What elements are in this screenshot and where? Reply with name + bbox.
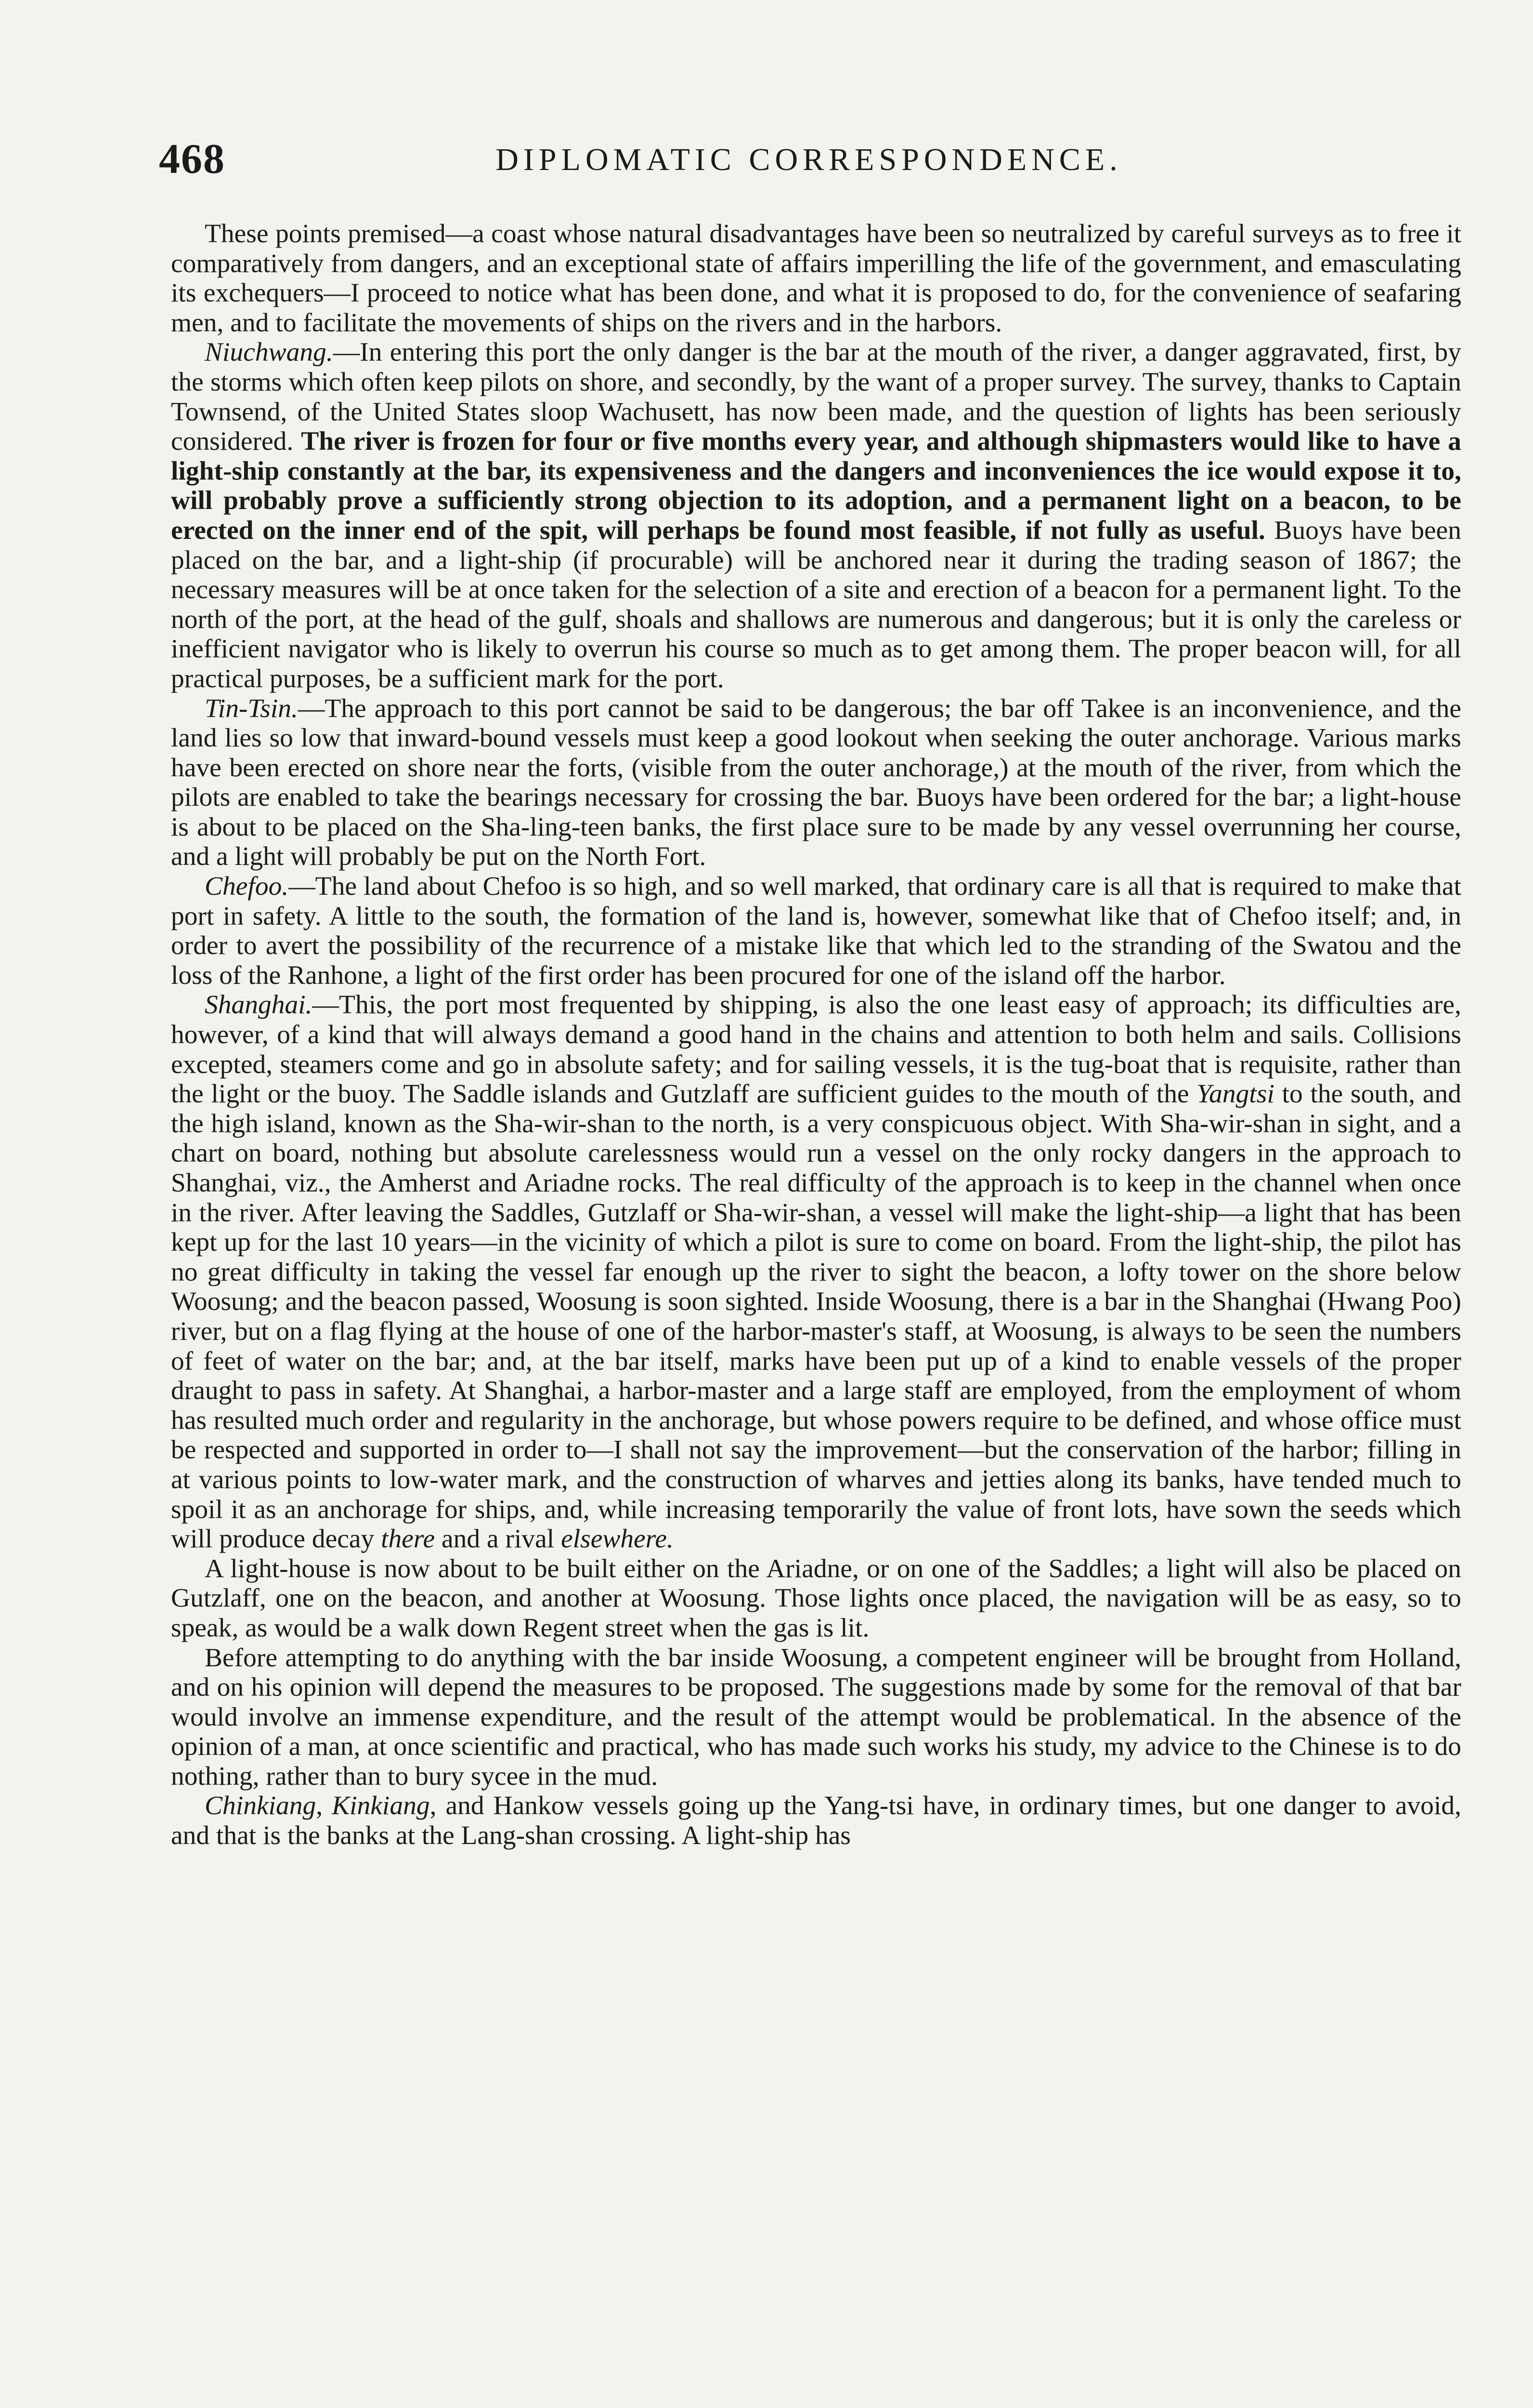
italic-run: Chefoo. (205, 872, 289, 902)
text-run: Before attempting to do anything with the bar inside Woosung, a competent engineer will be brought from Holland, and on his opinion will depend the measures to be proposed. The suggestions made by some for the removal of that bar would involve an immense expenditure, and the result of the attempt would be problematical. In the absence of the opinion of a man, at once scientific and practical, who has made such works his study, my advice to the Chinese is to do nothing, rather than to bury sycee in the mud. (171, 1643, 1461, 1791)
italic-run: Chinkiang (205, 1791, 316, 1821)
paragraph (171, 694, 1461, 872)
italic-run: Niuchwang. (205, 338, 333, 367)
body-text (171, 219, 1461, 1851)
text-run: —The approach to this port cannot be said to be dangerous; the bar off Takee is an inconvenience, and the land lies so low that inward-bound vessels must keep a good lookout when seeking the outer anchorage. Various marks have been erected on shore near the forts, (visible from the outer anchorage,) at the mouth of the river, from which the pilots are enabled to take the bearings necessary for crossing the bar. Buoys have been ordered for the bar; a light-house is about to be placed on the Sha-ling-teen banks, the first place sure to be made by any vessel overrunning her course, and a light will probably be put on the North Fort. (171, 694, 1461, 872)
italic-run: Shanghai. (205, 990, 312, 1020)
paragraph (171, 990, 1461, 1554)
text-run: and a rival (435, 1524, 561, 1554)
paragraph (171, 338, 1461, 694)
text-run: A light-house is now about to be built either on the Ariadne, or on one of the Saddles; a light will also be placed on Gutzlaff, one on the beacon, and another at Woosung. Those lights once placed, the navigation will be as easy, so to speak, as would be a walk down Regent street when the gas is lit. (171, 1554, 1461, 1643)
paragraph (171, 219, 1461, 338)
text-run: —In entering this port the only danger is the bar at the mouth of the river, a danger aggravated, first, by the storms which often keep pilots on shore, and secondly, by the want of a proper survey. The survey, thanks to Captain Townsend, of the United States sloop Wachusett, has now been made, and the question of lights has been seriously considered. (171, 338, 1461, 457)
italic-run: elsewhere. (561, 1524, 674, 1554)
page-number: 468 (159, 136, 225, 183)
text-run: Buoys have been placed on the bar, and a light-ship (if procurable) will be anchored near it during the trading season of 1867; the necessary measures will be at once taken for the selection of a site and erection of a beacon for a permanent light. To the north of the port, at the head of the gulf, shoals and shallows are numerous and dangerous; but it is only the careless or inefficient navigator who is likely to overrun his course so much as to get among them. The proper beacon will, for all practical purposes, be a sufficient mark for the port. (171, 515, 1461, 694)
bold-run: The river is frozen for four or five months every year, and although shipmasters would like to have a light-ship constantly at the bar, its expensiveness and the dangers and inconveniences the ice would expose it to, will probably prove a sufficiently strong objection to its adoption, and a permanent light on a beacon, to be erected on the inner end of the spit, will perhaps be found most feasible, if not fully as useful. (171, 427, 1461, 545)
page-header (159, 135, 1459, 193)
text-run: , (316, 1791, 332, 1821)
paragraph (171, 872, 1461, 990)
italic-run: Kinkiang (332, 1791, 430, 1821)
text-run: —This, the port most frequented by shipping, is also the one least easy of approach; its difficulties are, however, of a kind that will always demand a good hand in the chains and attention to both helm and sails. Collisions excepted, steamers come and go in absolute safety; and for sailing vessels, it is the tug-boat that is requisite, rather than the light or the buoy. The Saddle islands and Gutzlaff are sufficient guides to the mouth of the (171, 990, 1461, 1109)
text-run: , and Hankow vessels going up the Yang-tsi have, in ordinary times, but one danger to avoid, and that is the banks at the Lang-shan crossing. A light-ship has (171, 1791, 1462, 1851)
text-run: —The land about Chefoo is so high, and so well marked, that ordinary care is all that is required to make that port in safety. A little to the south, the formation of the land is, however, somewhat like that of Chefoo itself; and, in order to avert the possibility of the recurrence of a mistake like that which led to the stranding of the Swatou and the loss of the Ranhone, a light of the first order has been procured for one of the island off the harbor. (171, 872, 1461, 990)
paragraph (171, 1791, 1461, 1850)
text-run: to the south, and the high island, known as the Sha-wir-shan to the north, is a very conspicuous object. With Sha-wir-shan in sight, and a chart on board, nothing but absolute carelessness would run a vessel on the only rocky dangers in the approach to Shanghai, viz., the Amherst and Ariadne rocks. The real difficulty of the approach is to keep in the channel when once in the river. After leaving the Saddles, Gutzlaff or Sha-wir-shan, a vessel will make the light-ship—a light that has been kept up for the last 10 years—in the vicinity of which a pilot is sure to come on board. From the light-ship, the pilot has no great difficulty in taking the vessel far enough up the river to sight the beacon, a lofty tower on the shore below Woosung; and the beacon passed, Woosung is soon sighted. Inside Woosung, there is a bar in the Shanghai (Hwang Poo) river, but on a flag flying at the house of one of the harbor-master's staff, at Woosung, is always to be seen the numbers of feet of water on the bar; and, at the bar itself, marks have been put up of a kind to enable vessels of the proper draught to pass in safety. At Shanghai, a harbor-master and a large staff are employed, from the employment of whom has resulted much order and regularity in the anchorage, but whose powers require to be defined, and whose office must be respected and supported in order to—I shall not say the improvement—but the conservation of the harbor; filling in at various points to low-water mark, and the construction of wharves and jetties along its banks, have tended much to spoil it as an anchorage for ships, and, while increasing temporarily the value of front lots, have sown the seeds which will produce decay (171, 1079, 1461, 1554)
italic-run: Yangtsi (1196, 1079, 1274, 1109)
paragraph (171, 1554, 1461, 1643)
text-run: These points premised—a coast whose natural disadvantages have been so neutralized by careful surveys as to free it comparatively from dangers, and an exceptional state of affairs imperilling the life of the government, and emasculating its exchequers—I proceed to notice what has been done, and what it is proposed to do, for the convenience of seafaring men, and to facilitate the movements of ships on the rivers and in the harbors. (171, 219, 1461, 338)
running-title: DIPLOMATIC CORRESPONDENCE. (495, 142, 1122, 177)
italic-run: there (381, 1524, 435, 1554)
paragraph (171, 1643, 1461, 1792)
italic-run: Tin-Tsin. (205, 694, 298, 723)
